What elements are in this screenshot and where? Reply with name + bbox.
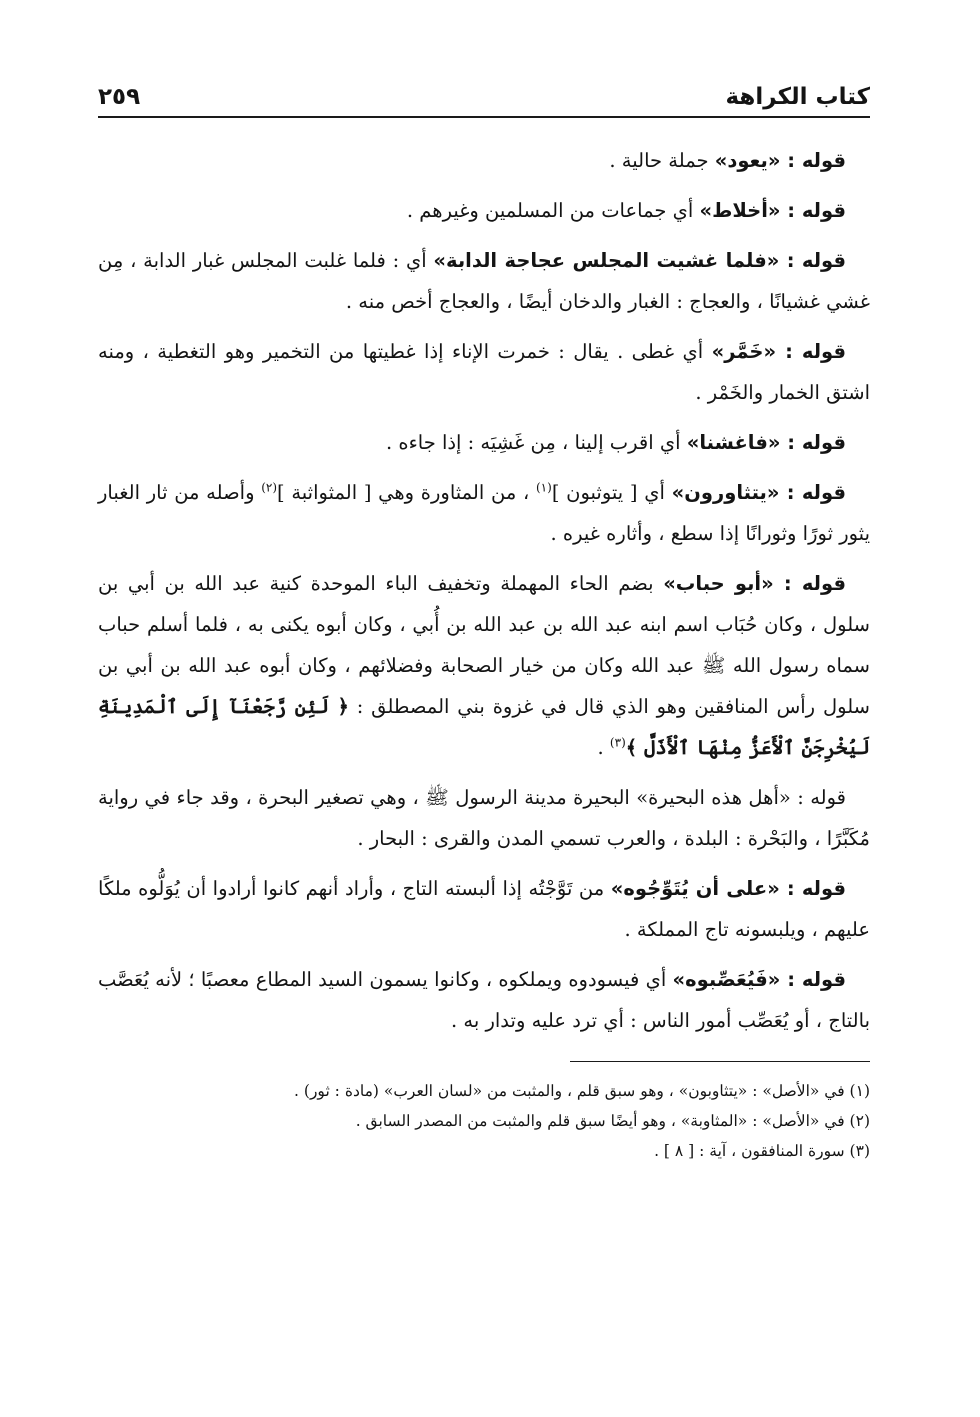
paragraph-yaud (98, 140, 870, 181)
paragraph-faghshana (98, 422, 870, 463)
footnote-1: (١) في «الأصل» : «يتثاوبون» ، وهو سبق قلم ، والمثبت من «لسان العرب» (مادة : ثور) . (294, 1082, 870, 1100)
footnotes (98, 1076, 870, 1166)
paragraph-text: ، من المثاورة وهي [ المثواثبة ] (277, 481, 536, 504)
paragraph-lead: قوله : «أخلاط» (699, 199, 846, 222)
footnote-3: (٣) سورة المنافقون ، آية : [ ٨ ] . (654, 1142, 870, 1160)
page-number: ٢٥٩ (98, 84, 141, 110)
paragraph-buhayra (98, 777, 870, 859)
paragraph-lead: قوله : «خَمَّر» (711, 340, 847, 363)
paragraph-text: أي [ يتوثبون ] (551, 481, 672, 504)
paragraph-lead: قوله : «أبو حباب» (663, 572, 846, 595)
quran-verse: ﴿ لَئِن رَّجَعْنَآ إِلَى ٱلْمَدِينَةِ لَيُخْرِجَنَّ ٱلْأَعَزُّ مِنْهَا ٱلْأَذَلَّ ﴾ (98, 695, 870, 759)
book-title: كتاب الكراهة (725, 84, 870, 110)
paragraph-text: البحيرة مدينة الرسول ﷺ ، وهي تصغير البحرة ، وقد جاء في رواية مُكَبَّرًا ، والبَحْرة : البلدة ، والعرب تسمي المدن والقرى : البحار . (98, 786, 870, 850)
paragraph-text: من تَوَّجْتُه إذا ألبسته التاج ، وأراد أنهم كانوا أرادوا أن يُوَلُّوه ملكًا عليهم ، ويلبسونه تاج المملكة . (98, 877, 870, 941)
paragraph-lead: قوله : «يعود» (714, 149, 846, 172)
paragraph-text: أي جماعات من المسلمين وغيرهم . (406, 199, 700, 222)
paragraph-text: أي اقرب إلينا ، مِن غَشِيَه : إذا جاءه . (385, 431, 687, 454)
footnote-separator (570, 1061, 870, 1062)
paragraph-lead: قوله : «فاغشنا» (686, 431, 846, 454)
paragraph-ajaja (98, 240, 870, 322)
page-header (98, 66, 870, 118)
paragraph-text: جملة حالية . (609, 149, 715, 172)
paragraph-lead: قوله : «يتثاورون» (671, 481, 847, 504)
paragraph-text: . (597, 736, 610, 759)
paragraph-text: أي غطى . يقال : خمرت الإناء إذا غطيتها من التخمير وهو التغطية ، ومنه اشتق الخمار والخَمْر . (98, 340, 870, 404)
footnote-ref: (٢) (261, 480, 278, 495)
paragraph-text: أي فيسودوه ويملكوه ، وكانوا يسمون السيد المطاع معصبًا ؛ لأنه يُعَصَّب بالتاج ، أو يُعَصِّب أمور الناس : أي ترد عليه وتدار به . (98, 968, 870, 1032)
paragraph-lead: قوله : «على أن يُتَوِّجُوه» (610, 877, 846, 900)
paragraph-yuassibuh (98, 959, 870, 1041)
paragraph-yutawwijuh (98, 868, 870, 950)
paragraph-lead: قوله : «فَيُعَصِّبوه» (672, 968, 847, 991)
document-page (98, 66, 870, 1166)
footnote-2: (٢) في «الأصل» : «المثاوبة» ، وهو أيضًا سبق قلم والمثبت من المصدر السابق . (355, 1112, 870, 1130)
paragraph-yatathawarun (98, 472, 870, 554)
footnote-ref: (٣) (609, 735, 626, 750)
paragraph-text: بضم الحاء المهملة وتخفيف الباء الموحدة كنية عبد الله بن أبي بن سلول ، وكان حُبَاب اسم ابنه عبد الله بن عبد الله بن أُبي ، وكان أبوه يكنى به ، فلما أسلم حباب سماه رسول الله ﷺ عبد الله وكان من خيار الصحابة وفضلائهم ، وكان أبوه عبد الله بن أبي بن سلول رأس المنافقين وهو الذي قال في غزوة بني المصطلق : (98, 572, 870, 718)
paragraph-akhlat (98, 190, 870, 231)
paragraph-text: وأصله من ثار الغبار يثور ثورًا وثورانًا إذا سطع ، وأثاره غيره . (98, 481, 870, 545)
page-body (98, 140, 870, 1041)
paragraph-khammar (98, 331, 870, 413)
paragraph-lead: قوله : «أهل هذه البحيرة» (636, 786, 846, 809)
paragraph-text: أي : فلما غلبت المجلس غبار الدابة ، مِن غشي غشيانًا ، والعجاج : الغبار والدخان أيضًا ، والعجاج أخص منه . (98, 249, 870, 313)
footnote-ref: (١) (535, 480, 552, 495)
paragraph-lead: قوله : «فلما غشيت المجلس عجاجة الدابة» (433, 249, 847, 272)
paragraph-abu-hubab (98, 563, 870, 768)
